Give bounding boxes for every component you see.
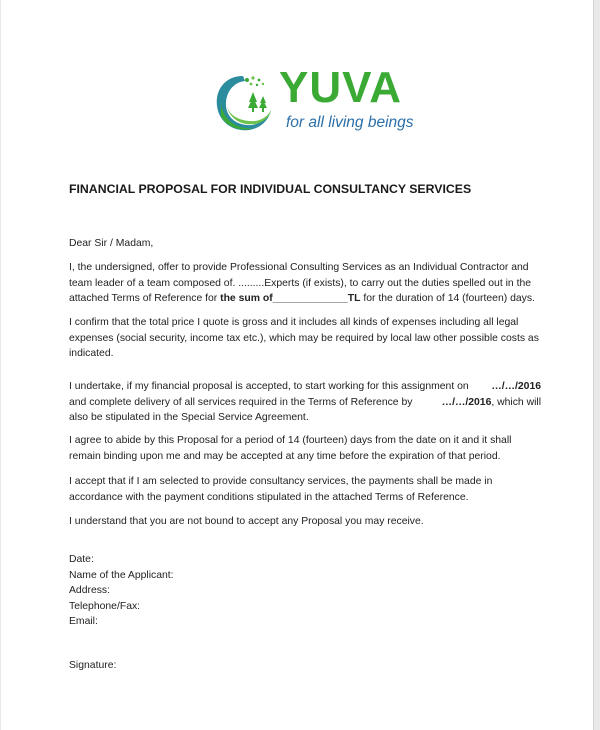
text-line: also be stipulated in the Special Service Agreement.	[69, 412, 309, 423]
text-line	[69, 291, 541, 307]
text-line: remain binding upon me and may be accepted at any time before the expiration of that period.	[69, 450, 501, 462]
document-page	[1, 0, 594, 730]
salutation: Dear Sir / Madam,	[69, 238, 154, 249]
text-line: I confirm that the total price I quote is gross and it includes all kinds of expenses including all legal	[69, 317, 519, 328]
paragraph-payment	[69, 474, 541, 505]
leaf-swirl-logo-icon	[213, 70, 273, 134]
text-segment: and complete delivery of all services required in the Terms of Reference by	[69, 396, 413, 408]
text-line: I, the undersigned, offer to provide Professional Consulting Services as an Individual Contractor and	[69, 262, 529, 273]
brand-tagline: for all living beings	[286, 114, 414, 131]
end-date-blank: …/…/2016	[441, 396, 492, 408]
text-segment: , which will	[491, 396, 541, 408]
date-label: Date:	[69, 554, 94, 565]
paragraph-price	[69, 315, 541, 362]
text-line: accordance with the payment conditions stipulated in the attached Terms of Reference.	[69, 491, 469, 503]
brand-name: YUVA	[279, 63, 402, 112]
text-line	[69, 395, 541, 411]
signature-label: Signature:	[69, 660, 117, 671]
text-line: I accept that if I am selected to provide consultancy services, the payments shall be made in	[69, 476, 493, 487]
text-line	[69, 379, 541, 395]
text-line: expenses (social security, income tax etc.), which may be required by local law other possible costs as	[69, 332, 539, 344]
address-label: Address:	[69, 585, 111, 596]
text-segment: attached Terms of Reference for	[69, 293, 221, 304]
yuva-logo	[213, 63, 414, 138]
applicant-fields	[69, 552, 541, 630]
text-segment: for the duration of 14 (fourteen) days.	[360, 293, 535, 304]
sum-blank: the sum of_____________TL	[220, 293, 361, 304]
applicant-name-label: Name of the Applicant:	[69, 569, 174, 581]
paragraph-undertake	[69, 379, 541, 426]
start-date-blank: …/…/2016	[491, 381, 541, 392]
text-line: I agree to abide by this Proposal for a period of 14 (fourteen) days from the date on it and it shall	[69, 435, 512, 446]
paragraph-understand: I understand that you are not bound to accept any Proposal you may receive.	[69, 516, 424, 527]
text-line: indicated.	[69, 348, 114, 359]
document-title: FINANCIAL PROPOSAL FOR INDIVIDUAL CONSULTANCY SERVICES	[69, 182, 472, 196]
text-segment: I undertake, if my financial proposal is accepted, to start working for this assignment on	[69, 381, 469, 392]
text-line: team leader of a team composed of. .........Experts (if exists), to carry out the duties spelled out in the	[69, 277, 532, 289]
paragraph-validity	[69, 433, 541, 464]
paragraph-offer	[69, 260, 541, 307]
email-label: Email:	[69, 616, 98, 627]
telephone-label: Telephone/Fax:	[69, 600, 141, 612]
